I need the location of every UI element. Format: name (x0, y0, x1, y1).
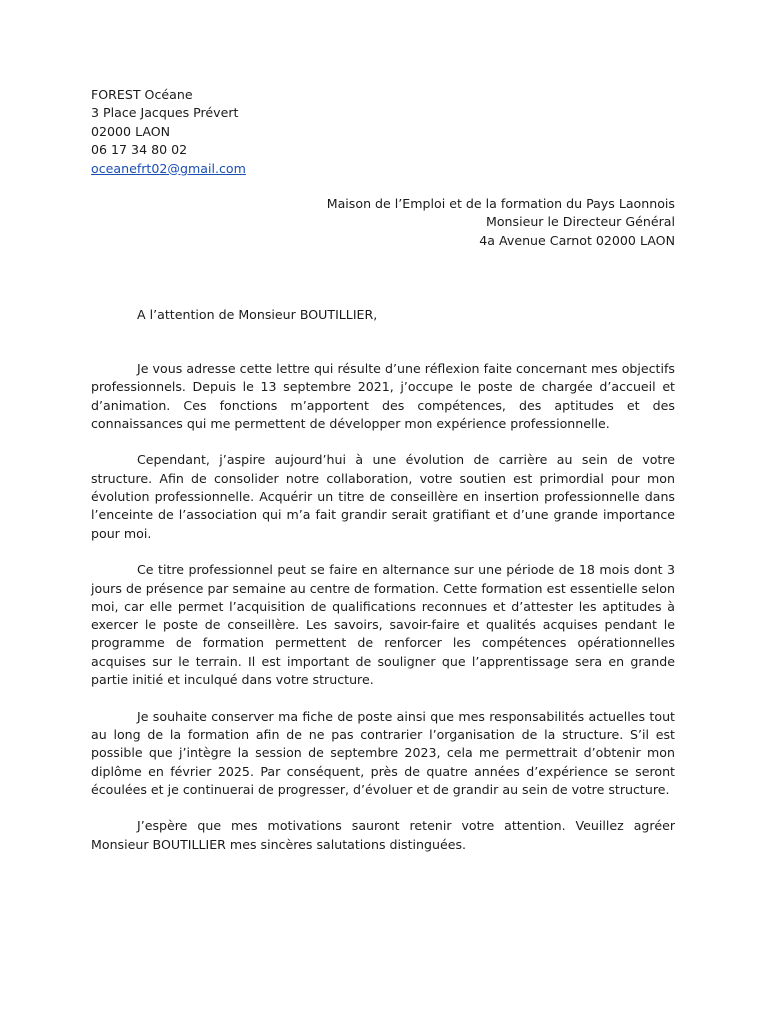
body-paragraph-5: J’espère que mes motivations sauront retenir votre attention. Veuillez agréer Monsieur BOUTILLIER mes sincères salutations distinguées. (91, 818, 675, 852)
body-paragraph-3: Ce titre professionnel peut se faire en alternance sur une période de 18 mois dont 3 jours de présence par semaine au centre de formation. Cette formation est essentielle selon moi, car elle permet l’acquisition de qualifications reconnues et d’attester les aptitudes à exercer le poste de conseillère. Les savoirs, savoir-faire et qualités acquises pendant le programme de formation permettent de renforcer les compétences opérationnelles acquises sur le terrain. Il est important de souligner que l’apprentissage sera en grande partie initié et inculqué dans votre structure. (91, 562, 675, 688)
sender-street: 3 Place Jacques Prévert (91, 105, 239, 121)
recipient-block (327, 195, 675, 250)
sender-block (91, 86, 246, 178)
sender-email-link[interactable]: oceanefrt02@gmail.com (91, 160, 246, 176)
recipient-address: 4a Avenue Carnot 02000 LAON (479, 232, 675, 248)
recipient-person: Monsieur le Directeur Général (485, 214, 675, 230)
body-paragraph-1: Je vous adresse cette lettre qui résulte d’une réflexion faite concernant mes objectifs professionnels. Depuis le 13 septembre 2021, j’occupe le poste de chargée d’accueil et d’animation. Ces fonctions m’apportent des compétences, des aptitudes et des connaissances qui me permettent de développer mon expérience professionnelle. (91, 361, 675, 431)
body-paragraph-2: Cependant, j’aspire aujourd’hui à une évolution de carrière au sein de votre structure. Afin de consolider notre collaboration, votre soutien est primordial pour mon évolution professionnelle. Acquérir un titre de conseillère en insertion professionnelle dans l’enceinte de l’association qui m’a fait grandir serait gratifiant et d’une grande importance pour moi. (91, 452, 675, 541)
sender-phone: 06 17 34 80 02 (91, 142, 188, 158)
sender-city: 02000 LAON (91, 123, 171, 139)
letter-body (91, 360, 675, 872)
recipient-organization: Maison de l’Emploi et de la formation du Pays Laonnois (326, 196, 675, 211)
sender-name: FOREST Océane (91, 87, 193, 102)
salutation: A l’attention de Monsieur BOUTILLIER, (137, 307, 378, 322)
body-paragraph-4: Je souhaite conserver ma fiche de poste ainsi que mes responsabilités actuelles tout au long de la formation afin de ne pas contrarier l’organisation de la structure. S’il est possible que j’intègre la session de septembre 2023, cela me permettrait d’obtenir mon diplôme en février 2025. Par conséquent, près de quatre années d’expérience se seront écoulées et je continuerai de progresser, d’évoluer et de grandir au sein de votre structure. (91, 708, 675, 797)
